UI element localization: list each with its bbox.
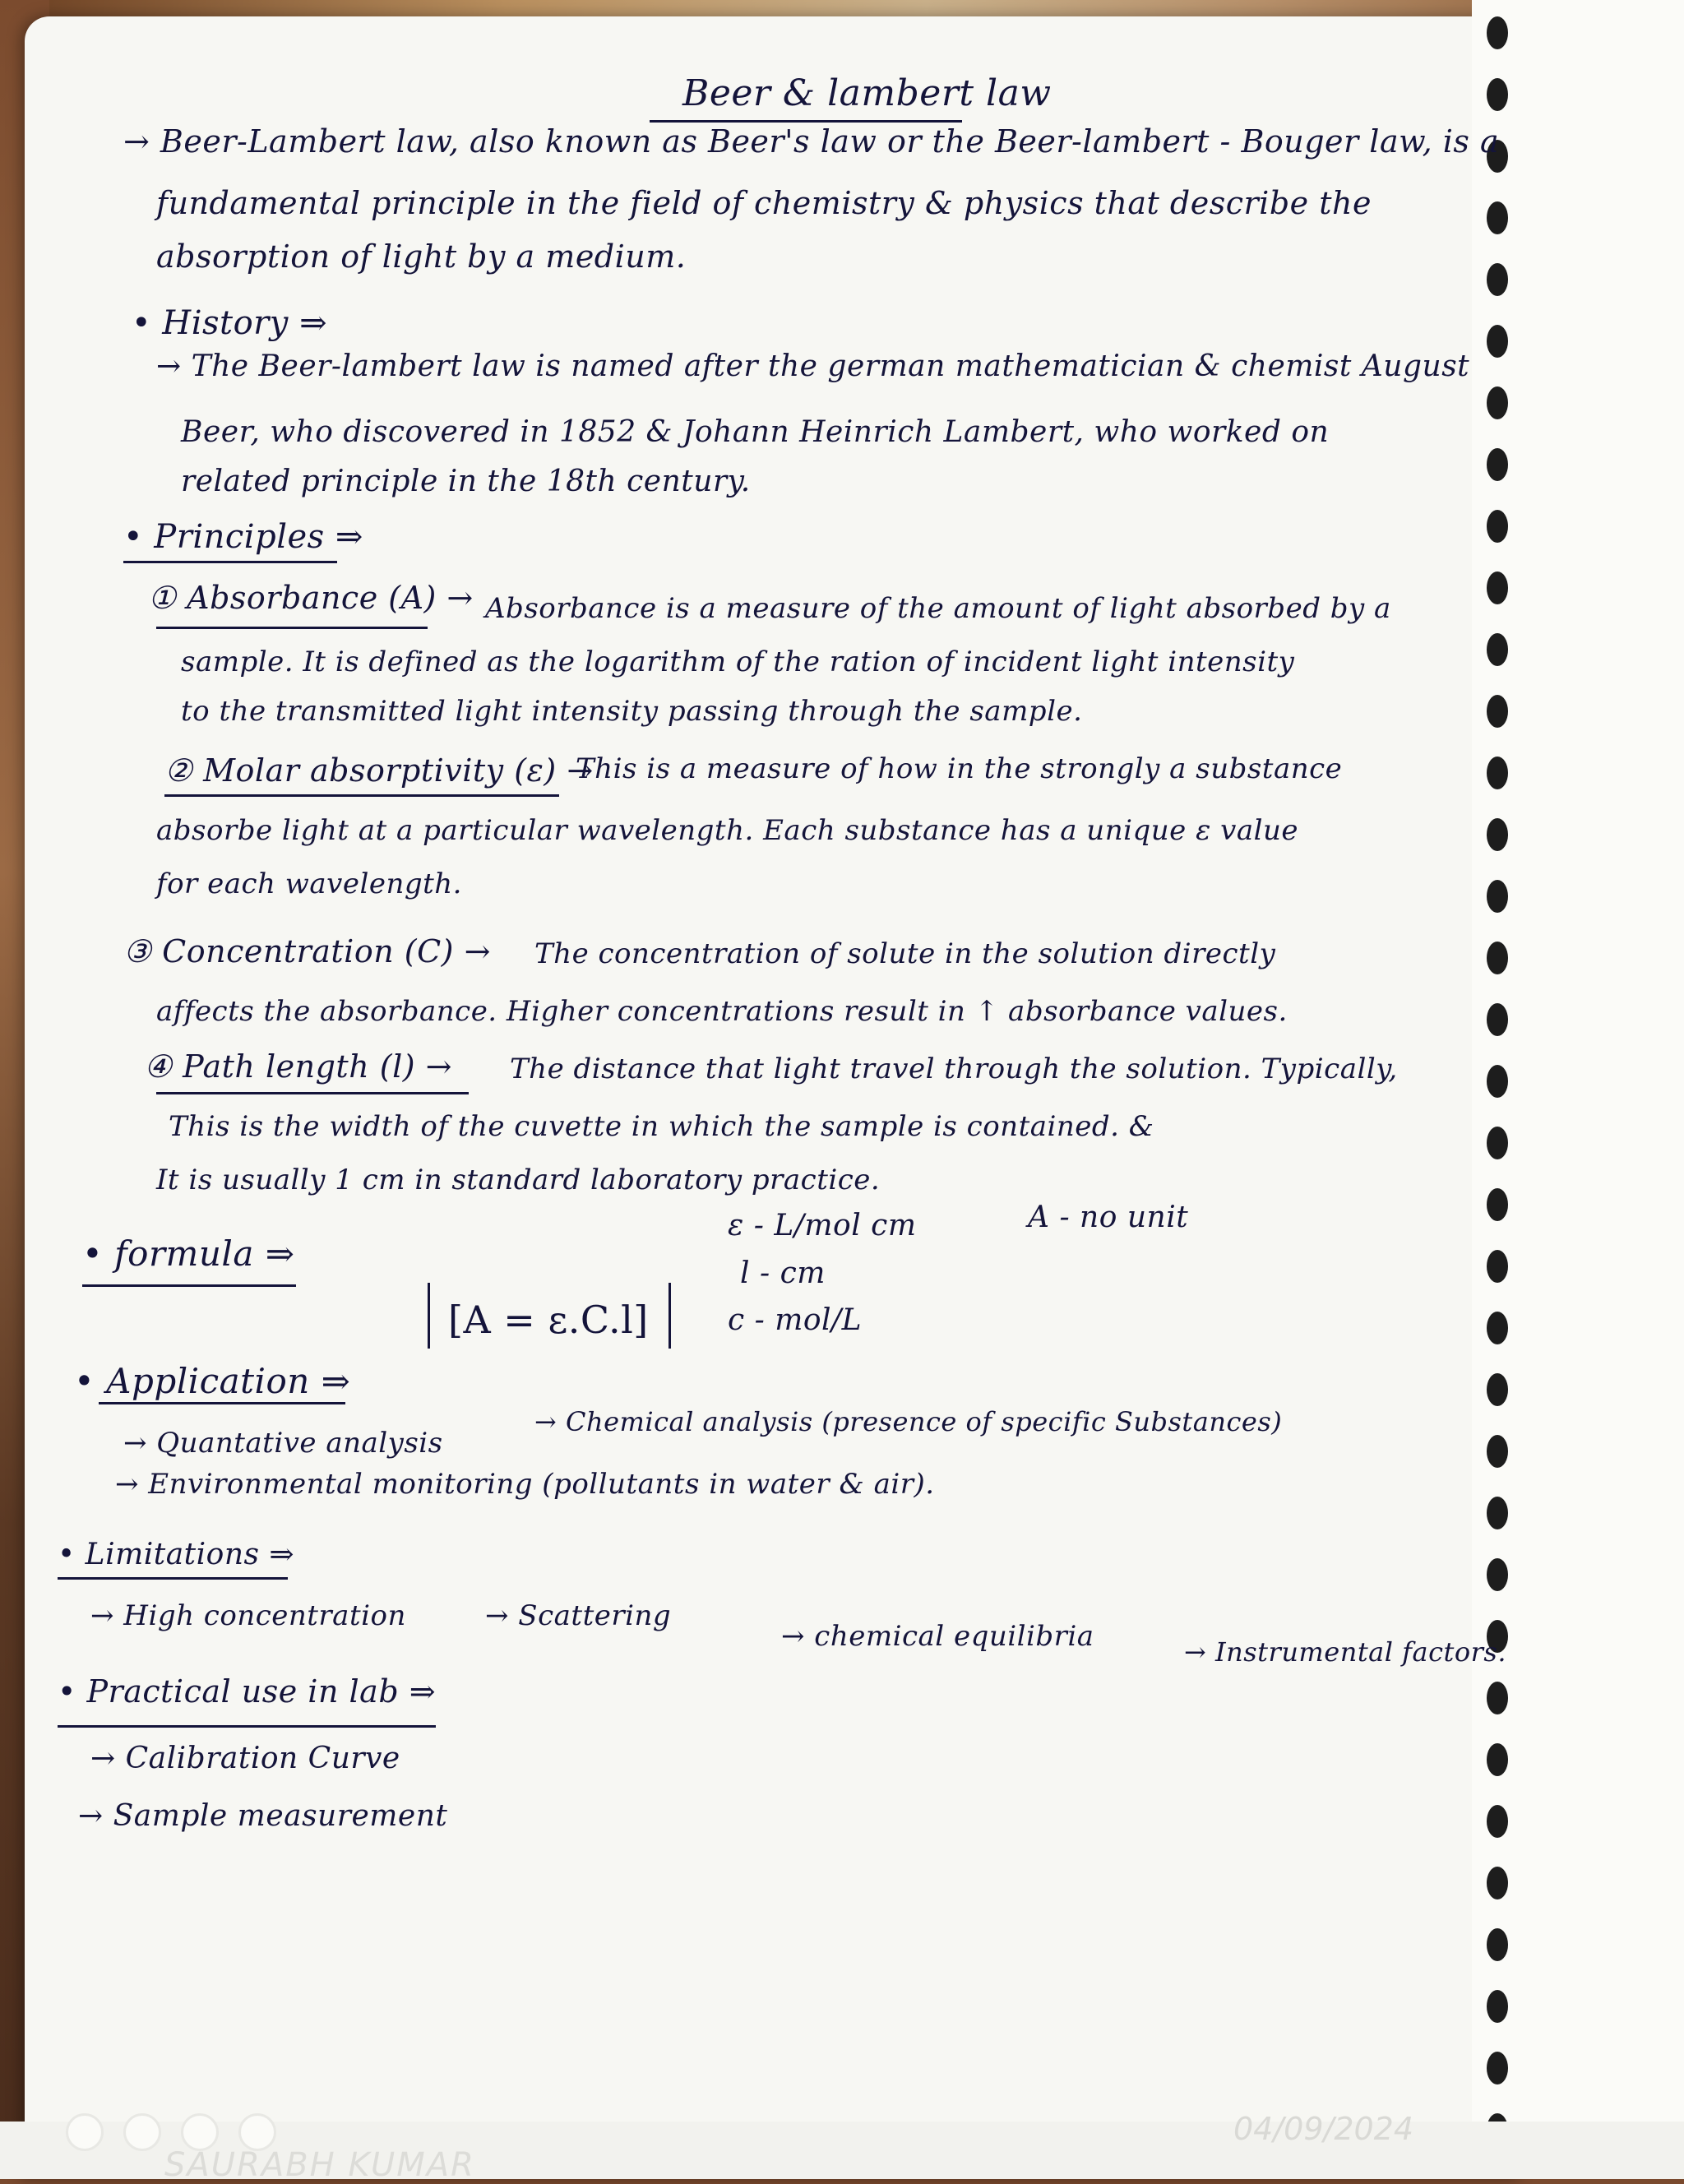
principle-2-underline <box>164 794 559 797</box>
spiral-ring <box>1487 695 1508 728</box>
spiral-ring <box>1487 1188 1508 1221</box>
spiral-ring <box>1487 1743 1508 1776</box>
spiral-ring <box>1487 1805 1508 1838</box>
formula-unit-a: A - no unit <box>1028 1201 1189 1234</box>
principle-4-line-3: It is usually 1 cm in standard laboratory practice. <box>156 1164 881 1196</box>
history-line-2: Beer, who discovered in 1852 & Johann Heinrich Lambert, who worked on <box>181 415 1330 449</box>
page-title: Beer & lambert law <box>682 72 1052 114</box>
spiral-ring <box>1487 757 1508 789</box>
history-line-1: → The Beer-lambert law is named after the german mathematician & chemist August <box>156 349 1470 383</box>
spiral-ring <box>1487 448 1508 481</box>
principles-heading: • Principles ⇒ <box>123 518 363 556</box>
intro-line-2: fundamental principle in the field of chemistry & physics that describe the <box>156 185 1372 221</box>
application-line-3: → Environmental monitoring (pollutants in water & air). <box>115 1468 935 1501</box>
watermark-circle-icon <box>66 2113 104 2151</box>
spiral-ring <box>1487 571 1508 604</box>
spiral-ring <box>1487 78 1508 111</box>
spiral-ring <box>1487 818 1508 851</box>
limitations-underline <box>58 1577 288 1580</box>
application-line-2: → Chemical analysis (presence of specific Substances) <box>534 1406 1283 1437</box>
watermark-name: SAURABH KUMAR <box>164 2146 475 2184</box>
spiral-ring <box>1487 1250 1508 1283</box>
formula-underline <box>82 1284 296 1287</box>
limitation-4: → Instrumental factors. <box>1184 1636 1507 1668</box>
principle-3-label: ③ Concentration (C) → <box>123 933 491 969</box>
application-heading: • Application ⇒ <box>74 1361 351 1401</box>
principle-2-label: ② Molar absorptivity (ε) → <box>164 752 594 789</box>
spiral-ring <box>1487 1558 1508 1591</box>
limitations-heading: • Limitations ⇒ <box>58 1538 295 1571</box>
limitation-1: → High concentration <box>90 1599 406 1632</box>
intro-line-3: absorption of light by a medium. <box>156 238 687 275</box>
principle-1-underline <box>156 627 428 629</box>
formula-equation: [A = ε.C.l] <box>448 1298 649 1342</box>
principle-4-line-1: The distance that light travel through the solution. Typically, <box>510 1053 1398 1085</box>
formula-heading: • formula ⇒ <box>82 1233 295 1274</box>
principle-4-label: ④ Path length (l) → <box>144 1048 452 1085</box>
title-underline <box>650 120 962 123</box>
spiral-ring <box>1487 1003 1508 1036</box>
application-underline <box>99 1402 345 1404</box>
spiral-ring <box>1487 325 1508 358</box>
spiral-ring <box>1487 1065 1508 1098</box>
spiral-ring <box>1487 16 1508 49</box>
principle-3-line-2: affects the absorbance. Higher concentrations result in ↑ absorbance values. <box>156 995 1288 1028</box>
limitation-2: → Scattering <box>485 1599 672 1632</box>
principle-1-line-3: to the transmitted light intensity passing through the sample. <box>181 695 1083 728</box>
spiral-ring <box>1487 510 1508 543</box>
spiral-ring <box>1487 1990 1508 2023</box>
principle-3-line-1: The concentration of solute in the solution directly <box>534 937 1276 970</box>
formula-unit-c: c - mol/L <box>728 1303 863 1337</box>
spiral-ring <box>1487 1127 1508 1159</box>
principle-1-line-1: Absorbance is a measure of the amount of light absorbed by a <box>485 592 1391 625</box>
history-line-3: related principle in the 18th century. <box>181 465 751 498</box>
watermark-date: 04/09/2024 <box>1233 2111 1414 2147</box>
watermark-circle-icon <box>123 2113 161 2151</box>
principle-2-line-1: This is a measure of how in the strongly a substance <box>576 752 1343 785</box>
principle-2-line-2: absorbe light at a particular wavelength. Each substance has a unique ε value <box>156 814 1298 847</box>
spiral-ring <box>1487 1497 1508 1529</box>
spiral-ring <box>1487 880 1508 913</box>
practical-underline <box>58 1725 436 1728</box>
principle-4-underline <box>156 1092 469 1094</box>
spiral-ring <box>1487 942 1508 974</box>
spiral-ring <box>1487 633 1508 666</box>
spiral-ring <box>1487 386 1508 419</box>
principles-underline <box>123 561 337 563</box>
spiral-ring <box>1487 1435 1508 1468</box>
spiral-ring <box>1487 1928 1508 1961</box>
spiral-ring <box>1487 263 1508 296</box>
spiral-ring <box>1487 1373 1508 1406</box>
formula-unit-l: l - cm <box>740 1256 826 1290</box>
principle-4-line-2: This is the width of the cuvette in which the sample is contained. & <box>169 1110 1154 1143</box>
principle-2-line-3: for each wavelength. <box>156 868 462 900</box>
spiral-ring <box>1487 1867 1508 1899</box>
spiral-ring <box>1487 1312 1508 1344</box>
practical-item-1: → Calibration Curve <box>90 1742 400 1775</box>
application-line-1: → Quantative analysis <box>123 1427 443 1460</box>
formula-unit-epsilon: ε - L/mol cm <box>728 1209 917 1242</box>
spiral-ring <box>1487 2052 1508 2085</box>
limitation-3: → chemical equilibria <box>781 1620 1094 1653</box>
principle-1-line-2: sample. It is defined as the logarithm of the ration of incident light intensity <box>181 645 1295 678</box>
principle-1-label: ① Absorbance (A) → <box>148 580 474 616</box>
history-heading: • History ⇒ <box>132 304 328 342</box>
practical-item-2: → Sample measurement <box>78 1799 448 1833</box>
practical-heading: • Practical use in lab ⇒ <box>58 1673 437 1710</box>
intro-line-1: → Beer-Lambert law, also known as Beer's law or the Beer-lambert - Bouger law, is a <box>123 123 1500 160</box>
spiral-ring <box>1487 1682 1508 1714</box>
spiral-ring <box>1487 201 1508 234</box>
